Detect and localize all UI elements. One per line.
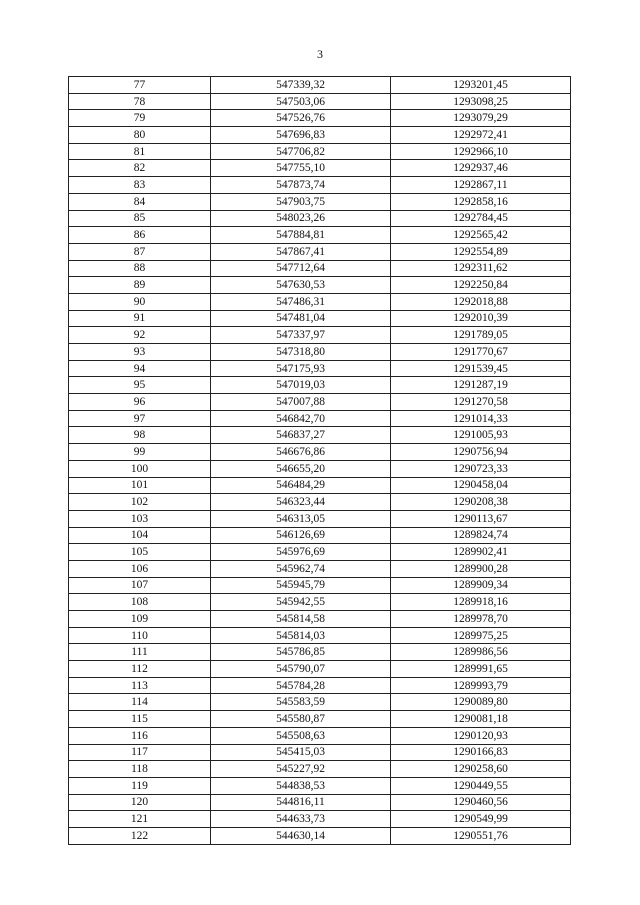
table-row (69, 494, 571, 511)
point-number-cell: 94 (69, 360, 211, 377)
table-row (69, 510, 571, 527)
point-number-cell: 113 (69, 677, 211, 694)
point-number-cell: 118 (69, 761, 211, 778)
y-coordinate-cell: 1292937,46 (391, 160, 571, 177)
point-number-cell: 105 (69, 544, 211, 561)
point-number-cell: 111 (69, 644, 211, 661)
point-number-cell: 83 (69, 177, 211, 194)
point-number-cell: 84 (69, 193, 211, 210)
y-coordinate-cell: 1293098,25 (391, 93, 571, 110)
point-number-cell: 108 (69, 594, 211, 611)
table-row (69, 427, 571, 444)
x-coordinate-cell: 545814,03 (211, 627, 391, 644)
table-row (69, 377, 571, 394)
x-coordinate-cell: 546313,05 (211, 510, 391, 527)
point-number-cell: 81 (69, 143, 211, 160)
y-coordinate-cell: 1291014,33 (391, 410, 571, 427)
y-coordinate-cell: 1290120,93 (391, 727, 571, 744)
x-coordinate-cell: 544838,53 (211, 777, 391, 794)
table-row (69, 160, 571, 177)
y-coordinate-cell: 1291270,58 (391, 394, 571, 411)
x-coordinate-cell: 545962,74 (211, 560, 391, 577)
table-row (69, 444, 571, 461)
table-row (69, 794, 571, 811)
x-coordinate-cell: 547706,82 (211, 143, 391, 160)
x-coordinate-cell: 547337,97 (211, 327, 391, 344)
table-row (69, 677, 571, 694)
y-coordinate-cell: 1291287,19 (391, 377, 571, 394)
x-coordinate-cell: 548023,26 (211, 210, 391, 227)
table-row (69, 744, 571, 761)
x-coordinate-cell: 547175,93 (211, 360, 391, 377)
point-number-cell: 92 (69, 327, 211, 344)
table-row (69, 627, 571, 644)
table-row (69, 327, 571, 344)
point-number-cell: 79 (69, 110, 211, 127)
point-number-cell: 121 (69, 811, 211, 828)
point-number-cell: 88 (69, 260, 211, 277)
table-row (69, 293, 571, 310)
x-coordinate-cell: 545945,79 (211, 577, 391, 594)
y-coordinate-cell: 1289986,56 (391, 644, 571, 661)
coordinates-table (68, 76, 571, 845)
x-coordinate-cell: 545227,92 (211, 761, 391, 778)
y-coordinate-cell: 1290208,38 (391, 494, 571, 511)
point-number-cell: 101 (69, 477, 211, 494)
y-coordinate-cell: 1292972,41 (391, 127, 571, 144)
point-number-cell: 87 (69, 243, 211, 260)
x-coordinate-cell: 547867,41 (211, 243, 391, 260)
x-coordinate-cell: 546655,20 (211, 460, 391, 477)
table-row (69, 560, 571, 577)
point-number-cell: 97 (69, 410, 211, 427)
table-row (69, 193, 571, 210)
table-row (69, 727, 571, 744)
x-coordinate-cell: 547903,75 (211, 193, 391, 210)
point-number-cell: 104 (69, 527, 211, 544)
point-number-cell: 107 (69, 577, 211, 594)
y-coordinate-cell: 1289824,74 (391, 527, 571, 544)
y-coordinate-cell: 1292554,89 (391, 243, 571, 260)
x-coordinate-cell: 545508,63 (211, 727, 391, 744)
point-number-cell: 122 (69, 827, 211, 844)
y-coordinate-cell: 1289991,65 (391, 661, 571, 678)
x-coordinate-cell: 544816,11 (211, 794, 391, 811)
point-number-cell: 82 (69, 160, 211, 177)
point-number-cell: 120 (69, 794, 211, 811)
table-row (69, 77, 571, 94)
x-coordinate-cell: 547486,31 (211, 293, 391, 310)
table-row (69, 777, 571, 794)
y-coordinate-cell: 1290081,18 (391, 711, 571, 728)
point-number-cell: 93 (69, 344, 211, 361)
x-coordinate-cell: 547696,83 (211, 127, 391, 144)
y-coordinate-cell: 1292565,42 (391, 227, 571, 244)
y-coordinate-cell: 1289975,25 (391, 627, 571, 644)
x-coordinate-cell: 545942,55 (211, 594, 391, 611)
table-row (69, 277, 571, 294)
table-row (69, 460, 571, 477)
y-coordinate-cell: 1291789,05 (391, 327, 571, 344)
x-coordinate-cell: 546126,69 (211, 527, 391, 544)
table-row (69, 711, 571, 728)
x-coordinate-cell: 545580,87 (211, 711, 391, 728)
y-coordinate-cell: 1290113,67 (391, 510, 571, 527)
table-row (69, 811, 571, 828)
x-coordinate-cell: 547630,53 (211, 277, 391, 294)
table-row (69, 394, 571, 411)
table-row (69, 143, 571, 160)
point-number-cell: 98 (69, 427, 211, 444)
table-row (69, 360, 571, 377)
x-coordinate-cell: 546842,70 (211, 410, 391, 427)
point-number-cell: 119 (69, 777, 211, 794)
y-coordinate-cell: 1290458,04 (391, 477, 571, 494)
table-row (69, 260, 571, 277)
x-coordinate-cell: 546484,29 (211, 477, 391, 494)
y-coordinate-cell: 1290549,99 (391, 811, 571, 828)
y-coordinate-cell: 1292867,11 (391, 177, 571, 194)
y-coordinate-cell: 1292858,16 (391, 193, 571, 210)
point-number-cell: 102 (69, 494, 211, 511)
x-coordinate-cell: 545415,03 (211, 744, 391, 761)
y-coordinate-cell: 1289978,70 (391, 611, 571, 628)
x-coordinate-cell: 547007,88 (211, 394, 391, 411)
point-number-cell: 112 (69, 661, 211, 678)
x-coordinate-cell: 547481,04 (211, 310, 391, 327)
y-coordinate-cell: 1291539,45 (391, 360, 571, 377)
table-row (69, 110, 571, 127)
y-coordinate-cell: 1292311,62 (391, 260, 571, 277)
y-coordinate-cell: 1289918,16 (391, 594, 571, 611)
y-coordinate-cell: 1292784,45 (391, 210, 571, 227)
point-number-cell: 100 (69, 460, 211, 477)
y-coordinate-cell: 1289993,79 (391, 677, 571, 694)
table-row (69, 410, 571, 427)
table-row (69, 577, 571, 594)
table-row (69, 644, 571, 661)
y-coordinate-cell: 1292018,88 (391, 293, 571, 310)
point-number-cell: 77 (69, 77, 211, 94)
y-coordinate-cell: 1290089,80 (391, 694, 571, 711)
point-number-cell: 90 (69, 293, 211, 310)
table-row (69, 611, 571, 628)
y-coordinate-cell: 1290258,60 (391, 761, 571, 778)
x-coordinate-cell: 544633,73 (211, 811, 391, 828)
x-coordinate-cell: 546837,27 (211, 427, 391, 444)
table-row (69, 243, 571, 260)
y-coordinate-cell: 1293201,45 (391, 77, 571, 94)
table-row (69, 310, 571, 327)
point-number-cell: 110 (69, 627, 211, 644)
table-row (69, 827, 571, 844)
point-number-cell: 78 (69, 93, 211, 110)
coordinates-table-body (69, 77, 571, 845)
y-coordinate-cell: 1291005,93 (391, 427, 571, 444)
point-number-cell: 103 (69, 510, 211, 527)
y-coordinate-cell: 1293079,29 (391, 110, 571, 127)
point-number-cell: 117 (69, 744, 211, 761)
point-number-cell: 91 (69, 310, 211, 327)
y-coordinate-cell: 1290449,55 (391, 777, 571, 794)
point-number-cell: 86 (69, 227, 211, 244)
x-coordinate-cell: 545786,85 (211, 644, 391, 661)
x-coordinate-cell: 545790,07 (211, 661, 391, 678)
y-coordinate-cell: 1290166,83 (391, 744, 571, 761)
point-number-cell: 106 (69, 560, 211, 577)
x-coordinate-cell: 547873,74 (211, 177, 391, 194)
y-coordinate-cell: 1290460,56 (391, 794, 571, 811)
x-coordinate-cell: 545976,69 (211, 544, 391, 561)
x-coordinate-cell: 547339,32 (211, 77, 391, 94)
x-coordinate-cell: 547755,10 (211, 160, 391, 177)
y-coordinate-cell: 1289900,28 (391, 560, 571, 577)
y-coordinate-cell: 1289902,41 (391, 544, 571, 561)
point-number-cell: 80 (69, 127, 211, 144)
y-coordinate-cell: 1290551,76 (391, 827, 571, 844)
table-row (69, 477, 571, 494)
y-coordinate-cell: 1289909,34 (391, 577, 571, 594)
table-row (69, 177, 571, 194)
point-number-cell: 85 (69, 210, 211, 227)
x-coordinate-cell: 545784,28 (211, 677, 391, 694)
table-row (69, 127, 571, 144)
y-coordinate-cell: 1292250,84 (391, 277, 571, 294)
table-row (69, 761, 571, 778)
table-row (69, 93, 571, 110)
x-coordinate-cell: 547019,03 (211, 377, 391, 394)
x-coordinate-cell: 547318,80 (211, 344, 391, 361)
y-coordinate-cell: 1292010,39 (391, 310, 571, 327)
point-number-cell: 89 (69, 277, 211, 294)
table-row (69, 694, 571, 711)
point-number-cell: 109 (69, 611, 211, 628)
page-number: 3 (317, 47, 323, 61)
x-coordinate-cell: 547526,76 (211, 110, 391, 127)
x-coordinate-cell: 547884,81 (211, 227, 391, 244)
x-coordinate-cell: 545814,58 (211, 611, 391, 628)
x-coordinate-cell: 547503,06 (211, 93, 391, 110)
table-row (69, 527, 571, 544)
y-coordinate-cell: 1292966,10 (391, 143, 571, 160)
x-coordinate-cell: 546676,86 (211, 444, 391, 461)
x-coordinate-cell: 546323,44 (211, 494, 391, 511)
point-number-cell: 96 (69, 394, 211, 411)
x-coordinate-cell: 545583,59 (211, 694, 391, 711)
x-coordinate-cell: 544630,14 (211, 827, 391, 844)
point-number-cell: 114 (69, 694, 211, 711)
table-row (69, 594, 571, 611)
y-coordinate-cell: 1291770,67 (391, 344, 571, 361)
x-coordinate-cell: 547712,64 (211, 260, 391, 277)
table-row (69, 344, 571, 361)
table-row (69, 227, 571, 244)
table-row (69, 544, 571, 561)
point-number-cell: 95 (69, 377, 211, 394)
y-coordinate-cell: 1290756,94 (391, 444, 571, 461)
point-number-cell: 116 (69, 727, 211, 744)
table-row (69, 661, 571, 678)
point-number-cell: 115 (69, 711, 211, 728)
table-row (69, 210, 571, 227)
y-coordinate-cell: 1290723,33 (391, 460, 571, 477)
point-number-cell: 99 (69, 444, 211, 461)
